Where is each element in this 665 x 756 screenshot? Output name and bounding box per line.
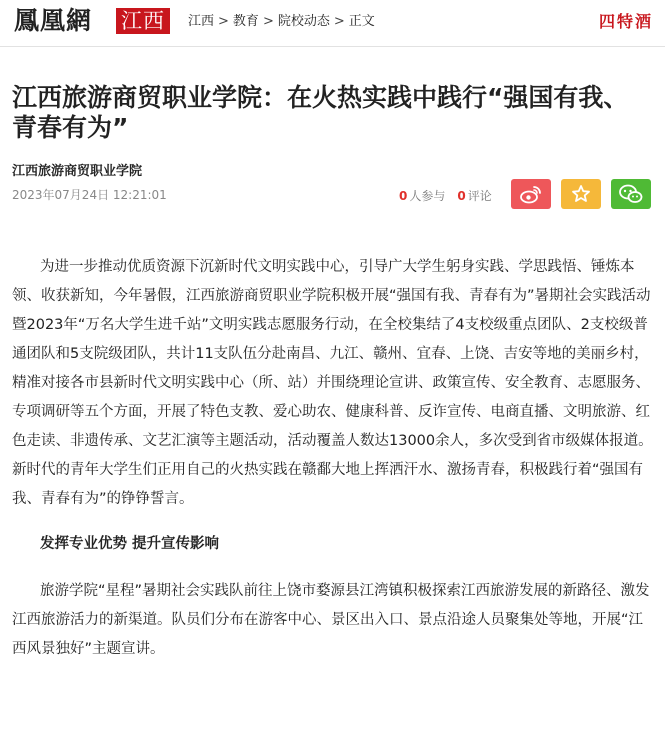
breadcrumb — [188, 13, 375, 31]
article-subheading: 发挥专业优势 提升宣传影响 — [40, 536, 220, 552]
breadcrumb-separator: > — [333, 14, 345, 29]
star-icon — [571, 184, 591, 204]
article-title: 江西旅游商贸职业学院：在火热实践中践行“强国有我、青春有为” — [12, 83, 629, 142]
breadcrumb-separator: > — [218, 14, 229, 29]
sponsor-logo[interactable]: 四特酒 — [598, 12, 653, 31]
breadcrumb-link-education[interactable]: 教育 — [232, 14, 259, 29]
share-weibo-button[interactable] — [511, 179, 551, 209]
participants-stat[interactable] — [399, 189, 445, 203]
comments-stat[interactable] — [457, 189, 491, 203]
article-stats — [399, 187, 504, 205]
article-paragraph: 为进一步推动优质资源下沉新时代文明实践中心，引导广大学生躬身实践、学思践悟、锤炼本领、收获新知，今年暑假，江西旅游商贸职业学院积极开展“强国有我、青春有为”暑期社会实践活动暨2023年“万名大学生进千站”文明实践志愿服务行动，在全校集结了4支校级重点团队、2支校级普通团队和5支院级团队，共计11支队伍分赴南昌、九江、赣州、宜春、上饶、吉安等地的美丽乡村，精准对接各市县新时代文明实践中心（所、站）并围绕理论宣讲、政策宣传、安全教育、志愿服务、专项调研等五个方面，开展了特色支教、爱心助农、健康科普、反诈宣传、电商直播、文明旅游、红色走读、非遗传承、文艺汇演等主题活动，活动覆盖人数达13000余人，多次受到省市级媒体报道。新时代的青年大学生们正用自己的火热实践在赣鄱大地上挥洒汗水、激扬青春，积极践行着“强国有我、青春有为”的铮铮誓言。 — [12, 259, 653, 507]
comments-count: 0 — [457, 189, 466, 203]
participants-count: 0 — [399, 189, 408, 203]
weibo-icon — [520, 184, 542, 204]
wechat-icon — [619, 184, 643, 204]
ifeng-logo[interactable]: 鳳凰網 — [14, 6, 93, 35]
breadcrumb-separator: > — [262, 14, 274, 29]
breadcrumb-link-school-news[interactable]: 院校动态 — [277, 14, 330, 29]
site-header — [0, 0, 665, 47]
region-logo-badge[interactable]: 江西 — [116, 8, 170, 34]
article-paragraph: 旅游学院“星程”暑期社会实践队前往上饶市婺源县江湾镇积极探索江西旅游发展的新路径、激发江西旅游活力的新渠道。队员们分布在游客中心、景区出入口、景点沿途人员聚集处等地，开展“江西风景独好”主题宣讲。 — [12, 583, 650, 657]
article-datetime: 2023年07月24日 12:21:01 — [12, 188, 167, 202]
favorite-button[interactable] — [561, 179, 601, 209]
article-source: 江西旅游商贸职业学院 — [12, 164, 143, 179]
article-body — [12, 253, 653, 680]
comments-label: 评论 — [467, 189, 492, 203]
share-wechat-button[interactable] — [611, 179, 651, 209]
breadcrumb-link-jiangxi[interactable]: 江西 — [188, 14, 215, 29]
breadcrumb-current: 正文 — [348, 14, 375, 29]
participants-label: 人参与 — [409, 189, 446, 203]
